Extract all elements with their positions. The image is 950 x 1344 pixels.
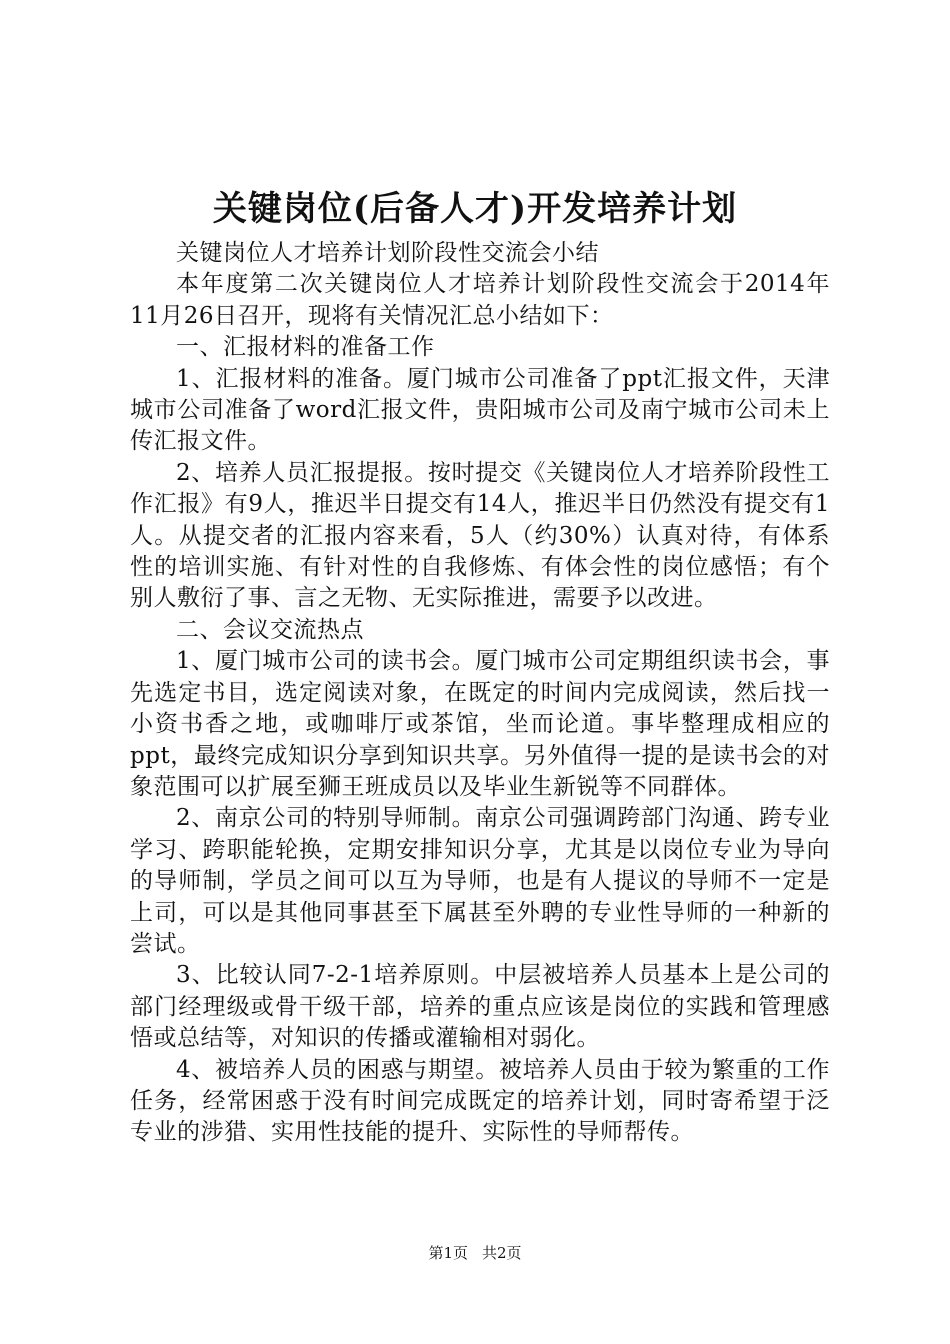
document-title: 关键岗位(后备人才)开发培养计划 — [212, 189, 738, 229]
paragraph: 2、培养人员汇报提报。按时提交《关键岗位人才培养阶段性工作汇报》有9人，推迟半日提交有14人，推迟半日仍然没有提交有1人。从提交者的汇报内容来看，5人（约30%）认真对待，有体系性的培训实施、有针对性的自我修炼、有体会性的岗位感悟；有个别人敷衍了事、言之无物、无实际推进，需要予以改进。 — [130, 459, 830, 612]
paragraph: 1、厦门城市公司的读书会。厦门城市公司定期组织读书会，事先选定书目，选定阅读对象，在既定的时间内完成阅读，然后找一小资书香之地，或咖啡厅或茶馆，坐而论道。事毕整理成相应的ppt，最终完成知识分享到知识共享。另外值得一提的是读书会的对象范围可以扩展至狮王班成员以及毕业生新锐等不同群体。 — [130, 648, 830, 800]
section-heading: 一、汇报材料的准备工作 — [176, 334, 435, 361]
paragraph: 本年度第二次关键岗位人才培养计划阶段性交流会于2014年11月26日召开，现将有关情况汇总小结如下： — [130, 271, 830, 329]
paragraph: 关键岗位人才培养计划阶段性交流会小结 — [176, 240, 599, 266]
paragraph: 3、比较认同7-2-1培养原则。中层被培养人员基本上是公司的部门经理级或骨干级干部，培养的重点应该是岗位的实践和管理感悟或总结等，对知识的传播或灌输相对弱化。 — [130, 962, 830, 1052]
section-heading: 二、会议交流热点 — [176, 616, 364, 643]
page-footer — [0, 1243, 950, 1263]
paragraph: 1、汇报材料的准备。厦门城市公司准备了ppt汇报文件，天津城市公司准备了word汇报文件，贵阳城市公司及南宁城市公司未上传汇报文件。 — [130, 365, 830, 455]
paragraph: 4、被培养人员的困惑与期望。被培养人员由于较为繁重的工作任务，经常困惑于没有时间完成既定的培养计划，同时寄希望于泛专业的涉猎、实用性技能的提升、实际性的导师帮传。 — [130, 1056, 830, 1146]
paragraph: 2、南京公司的特别导师制。南京公司强调跨部门沟通、跨专业学习、跨职能轮换，定期安排知识分享，尤其是以岗位专业为导向的导师制，学员之间可以互为导师，也是有人提议的导师不一定是上司，可以是其他同事甚至下属甚至外聘的专业性导师的一种新的尝试。 — [130, 805, 830, 957]
document-body — [130, 238, 830, 1149]
page-total: 共2页 — [482, 1244, 522, 1262]
page-number: 第1页 — [428, 1244, 468, 1262]
